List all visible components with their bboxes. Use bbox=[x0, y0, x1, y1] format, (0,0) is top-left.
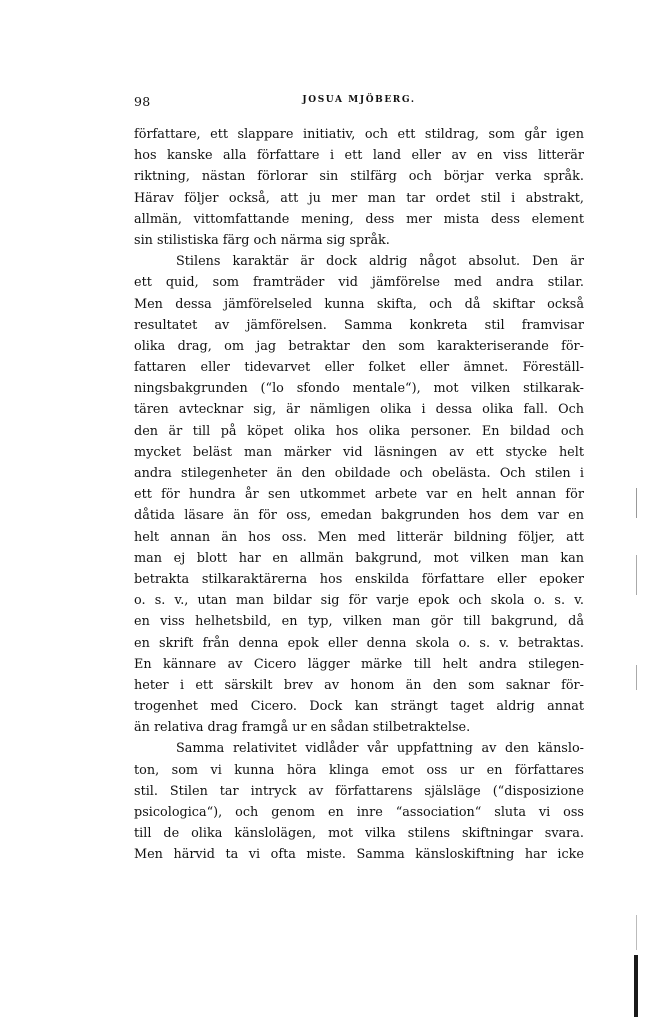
scan-edge-mark bbox=[634, 955, 638, 1017]
text-line: allmän, vittomfattande mening, dess mer mista dess element bbox=[134, 211, 584, 227]
text-line: den är till på köpet olika hos olika personer. En bildad och bbox=[134, 423, 584, 439]
page-header bbox=[134, 94, 584, 110]
text-line: ett quid, som framträder vid jämförelse med andra stilar. bbox=[134, 275, 584, 291]
text-line: Samma relativitet vidlåder vår uppfattning av den känslo- bbox=[176, 741, 584, 757]
text-line: fattaren eller tidevarvet eller folket eller ämnet. Föreställ- bbox=[134, 360, 584, 376]
text-line: ton, som vi kunna höra klinga emot oss ur en författares bbox=[134, 762, 584, 778]
text-line: heter i ett särskilt brev av honom än den som saknar för- bbox=[134, 677, 584, 693]
scan-edge-mark bbox=[636, 555, 637, 595]
text-line: Stilens karaktär är dock aldrig något absolut. Den är bbox=[176, 254, 584, 270]
text-line: mycket beläst man märker vid läsningen av ett stycke helt bbox=[134, 444, 584, 460]
text-line: En kännare av Cicero lägger märke till helt andra stilegen- bbox=[134, 656, 584, 672]
text-line: resultatet av jämförelsen. Samma konkreta stil framvisar bbox=[134, 317, 584, 333]
scan-edge-mark bbox=[636, 915, 637, 950]
running-title: JOSUA MJÖBERG. bbox=[302, 95, 416, 105]
text-line: trogenhet med Cicero. Dock kan strängt taget aldrig annat bbox=[134, 699, 584, 715]
page-number: 98 bbox=[134, 94, 151, 109]
scan-edge-mark bbox=[636, 665, 637, 690]
text-line: ningsbakgrunden (“lo sfondo mentale“), mot vilken stilkarak- bbox=[134, 381, 584, 397]
text-line: Härav följer också, att ju mer man tar ordet stil i abstrakt, bbox=[134, 190, 584, 206]
text-line: sin stilistiska färg och närma sig språk. bbox=[134, 232, 390, 248]
text-line: stil. Stilen tar intryck av författarens själsläge (“disposizione bbox=[134, 783, 584, 799]
text-line: tären avtecknar sig, är nämligen olika i dessa olika fall. Och bbox=[134, 402, 584, 418]
text-line: en viss helhetsbild, en typ, vilken man gör till bakgrund, då bbox=[134, 614, 584, 630]
text-line: o. s. v., utan man bildar sig för varje epok och skola o. s. v. bbox=[134, 593, 584, 609]
scan-edge-mark bbox=[636, 488, 637, 518]
text-line: till de olika känslolägen, mot vilka stilens skiftningar svara. bbox=[134, 826, 584, 842]
text-line: man ej blott har en allmän bakgrund, mot vilken man kan bbox=[134, 550, 584, 566]
text-line: dåtida läsare än för oss, emedan bakgrunden hos dem var en bbox=[134, 508, 584, 524]
text-line: andra stilegenheter än den obildade och obelästa. Och stilen i bbox=[134, 466, 584, 481]
text-line: Men dessa jämförelseled kunna skifta, och då skiftar också bbox=[134, 296, 584, 312]
text-line: olika drag, om jag betraktar den som karakteriserande för- bbox=[134, 338, 584, 354]
text-line: hos kanske alla författare i ett land eller av en viss litterär bbox=[134, 148, 584, 164]
text-line: än relativa drag framgå ur en sådan stilbetraktelse. bbox=[134, 720, 471, 736]
text-line: helt annan än hos oss. Men med litterär bildning följer, att bbox=[134, 529, 584, 545]
text-line: författare, ett slappare initiativ, och ett stildrag, som går igen bbox=[134, 127, 584, 142]
text-line: en skrift från denna epok eller denna skola o. s. v. betraktas. bbox=[134, 635, 584, 651]
body-text bbox=[134, 124, 584, 866]
text-line: Men härvid ta vi ofta miste. Samma känsloskiftning har icke bbox=[134, 847, 584, 863]
text-line: riktning, nästan förlorar sin stilfärg och börjar verka språk. bbox=[134, 169, 584, 185]
text-line: betrakta stilkaraktärerna hos enskilda författare eller epoker bbox=[134, 571, 584, 587]
text-line: ett för hundra år sen utkommet arbete var en helt annan för bbox=[134, 487, 584, 503]
text-line: psicologica“), och genom en inre “association“ sluta vi oss bbox=[134, 805, 584, 820]
